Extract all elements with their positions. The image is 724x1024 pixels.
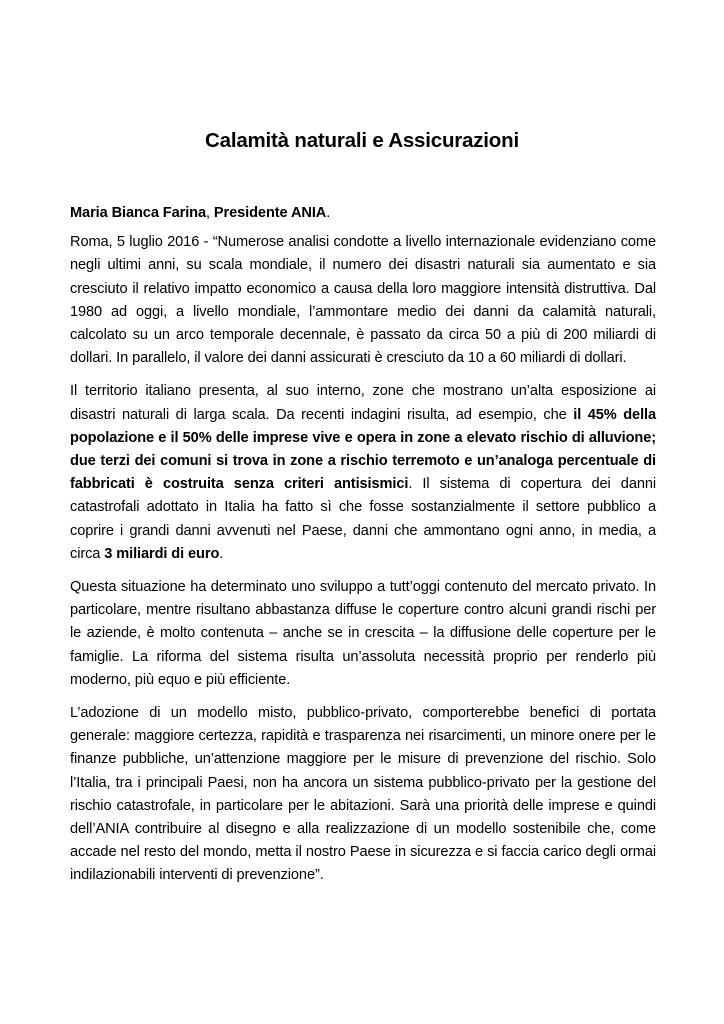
author-name: Maria Bianca Farina <box>70 205 206 221</box>
paragraph-4: L’adozione di un modello misto, pubblico-privato, comporterebbe benefici di portata generale: maggiore certezza, rapidità e trasparenza nei risarcimenti, un minore onere per le finanze pubbliche, un’attenzione maggiore per le misure di prevenzione del rischio. Solo l’Italia, tra i principali Paesi, non ha ancora un sistema pubblico-privato per la gestione del rischio catastrofale, in particolare per le abitazioni. Sarà una priorità delle imprese e quindi dell’ANIA contribuire al disegno e alla realizzazione di un modello sostenibile che, come accade nel resto del mondo, metta il nostro Paese in sicurezza e si faccia carico degli ormai indilazionabili interventi di prevenzione”. <box>70 705 656 884</box>
paragraph-1: Roma, 5 luglio 2016 - “Numerose analisi condotte a livello internazionale evidenziano come negli ultimi anni, su scala mondiale, il numero dei disastri naturali sia aumentato e sia cresciuto il relativo impatto economico a causa della loro maggiore intensità distruttiva. Dal 1980 ad oggi, a livello mondiale, l’ammontare medio dei danni da calamità naturali, calcolato su un arco temporale decennale, è passato da circa 50 a più di 200 miliardi di dollari. In parallelo, il valore dei danni assicurati è cresciuto da 10 a 60 miliardi di dollari. <box>70 234 656 367</box>
document-title: Calamità naturali e Assicurazioni <box>205 129 519 152</box>
paragraph-2-bold-a: il 45% della popolazione e il 50% delle imprese vive e opera in zone a elevato rischio di alluvione; due terzi dei comuni si trova in zone a rischio terremoto e un’analoga percentuale di fabbricati è costruita senza criteri antisismici <box>70 406 657 493</box>
author-role: Presidente ANIA <box>213 205 327 221</box>
paragraph-2-text-b: . Il sistema di copertura dei danni catastrofali adottato in Italia ha fatto sì che fosse sostanzialmente il settore pubblico a coprire i grandi danni avvenuti nel Paese, danni che ammontano ogni anno, in media, a circa <box>70 476 657 562</box>
paragraph-2 <box>70 380 656 566</box>
paragraph-2-bold-b: 3 miliardi di euro <box>104 545 220 562</box>
paragraph-2-text-c: . <box>219 545 224 562</box>
byline-separator: , <box>206 205 214 221</box>
byline <box>70 202 656 225</box>
byline-end: . <box>326 205 331 221</box>
paragraph-2-text-a: Il territorio italiano presenta, al suo interno, zone che mostrano un’alta esposizione ai disastri naturali di larga scala. Da recenti indagini risulta, ad esempio, che <box>70 383 656 423</box>
document-body <box>70 202 656 898</box>
paragraph-3: Questa situazione ha determinato uno sviluppo a tutt’oggi contenuto del mercato privato. In particolare, mentre risultano abbastanza diffuse le coperture contro alcuni grandi rischi per le aziende, è molto contenuta – anche se in crescita – la diffusione delle coperture per le famiglie. La riforma del sistema risulta un’assoluta necessità proprio per renderlo più moderno, più equo e più efficiente. <box>70 579 656 688</box>
